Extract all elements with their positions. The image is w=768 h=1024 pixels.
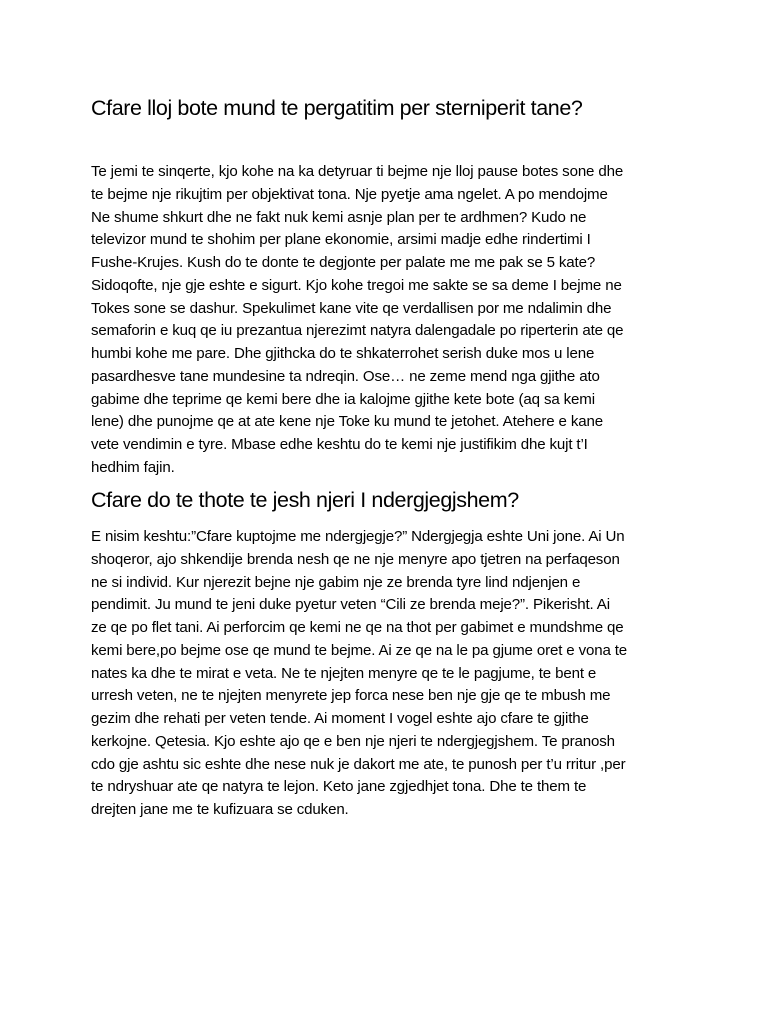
text-line: Sidoqofte, nje gje eshte e sigurt. Kjo kohe tregoi me sakte se sa deme I bejme ne bbox=[91, 276, 622, 294]
text-line: Te jemi te sinqerte, kjo kohe na ka detyruar ti bejme nje lloj pause botes sone dhe bbox=[91, 163, 624, 180]
text-line: te ndryshuar ate qe natyra te lejon. Keto jane zgjedhjet tona. Dhe te them te bbox=[91, 778, 587, 796]
text-line: ne si individ. Kur njerezit bejne nje gabim nje ze brenda tyre lind ndjenjen e bbox=[91, 573, 581, 591]
section-paragraph bbox=[91, 161, 691, 480]
text-line: Fushe-Krujes. Kush do te donte te degjonte per palate me me pak se 5 kate? bbox=[91, 254, 596, 271]
section-heading: Cfare lloj bote mund te pergatitim per sterniperit tane? bbox=[91, 96, 583, 120]
text-line: lene) dhe punojme qe at ate kene nje Toke ku mund te jetohet. Atehere e kane bbox=[91, 413, 603, 431]
text-line: gezim dhe rehati per veten tende. Ai moment I vogel eshte ajo cfare te gjithe bbox=[91, 710, 589, 727]
text-line: shoqeror, ajo shkendije brenda nesh qe ne nje menyre apo tjetren na perfaqeson bbox=[91, 550, 620, 568]
text-line: nates ka dhe te mirat e veta. Ne te njejten menyre qe te le pagjume, te bent e bbox=[91, 664, 597, 682]
text-line: te bejme nje rikujtim per objektivat tona. Nje pyetje ama ngelet. A po mendojme bbox=[91, 185, 608, 203]
text-line: humbi kohe me pare. Dhe gjithcka do te shkaterrohet serish duke mos u lene bbox=[91, 345, 595, 362]
text-line: vete vendimin e tyre. Mbase edhe keshtu do te kemi nje justifikim dhe kujt t’I bbox=[91, 436, 588, 453]
text-line: semaforin e kuq qe iu prezantua njerezimt natyra dalengadale po riperterin ate qe bbox=[91, 322, 624, 340]
text-line: pendimit. Ju mund te jeni duke pyetur veten “Cili ze brenda meje?”. Pikerisht. Ai bbox=[91, 596, 610, 614]
text-line: Tokes sone se dashur. Spekulimet kane vite qe verdallisen por me ndalimin dhe bbox=[91, 299, 612, 317]
text-line: hedhim fajin. bbox=[91, 458, 175, 476]
text-line: Ne shume shkurt dhe ne fakt nuk kemi asnje plan per te ardhmen? Kudo ne bbox=[91, 208, 587, 226]
text-line: cdo gje ashtu sic eshte dhe nese nuk je dakort me ate, te punosh per t’u rritur ,per bbox=[91, 755, 626, 773]
text-line: gabime dhe teprime qe kemi bere dhe ia kalojme gjithe kete bote (aq sa kemi bbox=[91, 390, 595, 408]
text-line: kerkojne. Qetesia. Kjo eshte ajo qe e ben nje njeri te ndergjegjshem. Te pranosh bbox=[91, 732, 615, 750]
section-heading: Cfare do te thote te jesh njeri I ndergjegjshem? bbox=[91, 488, 519, 512]
text-line: E nisim keshtu:”Cfare kuptojme me ndergjegje?” Ndergjegja eshte Uni jone. Ai Un bbox=[91, 528, 625, 545]
section-paragraph bbox=[91, 526, 691, 822]
text-line: pasardhesve tane mundesine ta ndreqin. Ose… ne zeme mend nga gjithe ato bbox=[91, 367, 600, 385]
text-line: kemi bere,po bejme ose qe mund te bejme. Ai ze qe na le pa gjume oret e vona te bbox=[91, 641, 628, 659]
text-line: ze qe po flet tani. Ai perforcim qe kemi ne qe na thot per gabimet e mundshme qe bbox=[91, 619, 624, 636]
text-line: televizor mund te shohim per plane ekonomie, arsimi madje edhe rindertimi I bbox=[91, 231, 591, 249]
text-line: drejten jane me te kufizuara se cduken. bbox=[91, 801, 349, 818]
text-line: urresh veten, ne te njejten menyrete jep forca nese ben nje gje qe te mbush me bbox=[91, 687, 611, 705]
